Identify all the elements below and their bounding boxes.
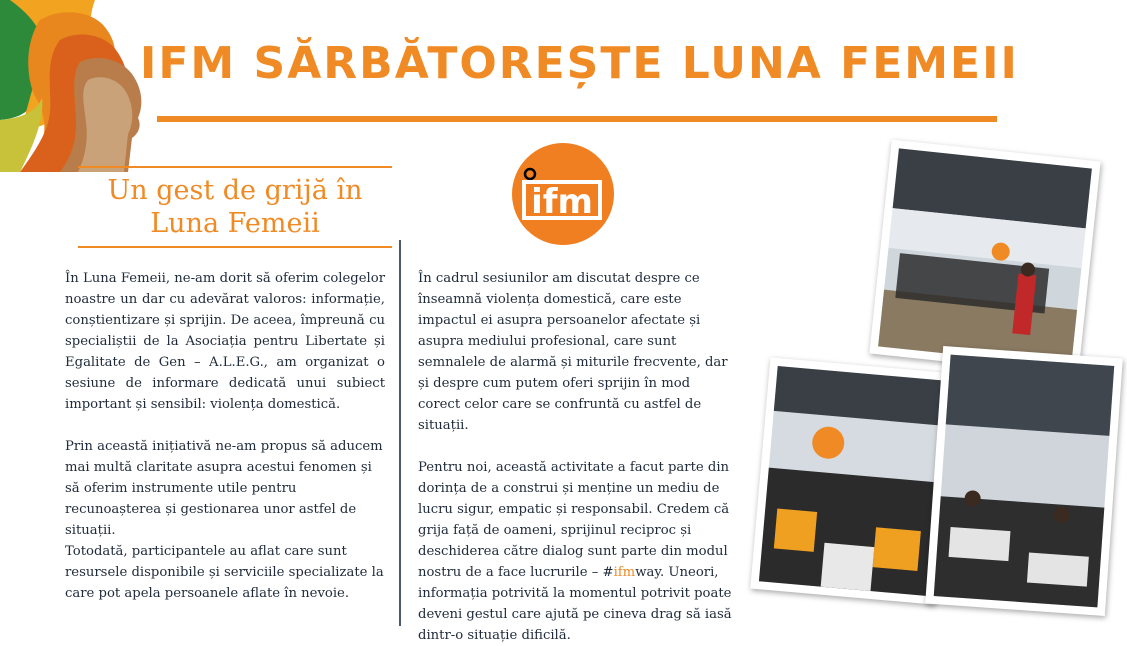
right-paragraph-2-end: way. Uneori, informația potrivită la momentul potrivit poate deveni gestul care ajută pe cineva drag să iasă dintr-o situație dificilă. [418,565,732,643]
ifm-logo-mark [512,143,614,245]
right-paragraph-2-text: Pentru noi, această activitate a facut parte din dorința de a construi și menține un mediu de lucru sigur, empatic și responsabil. Credem că grija față de oameni, sprijinul reciproc și deschiderea către dialog sunt parte din modul nostru de a face lucrurile – # [418,460,730,580]
right-column [418,268,736,646]
column-divider [399,240,401,626]
session-photo-3 [925,346,1123,616]
women-silhouettes-illustration [0,0,150,175]
ifm-hashtag-highlight: ifm [613,565,636,580]
right-paragraph-1: În cadrul sesiunilor am discutat despre ce înseamnă violența domestică, care este impactul ei asupra persoanelor afectate și asupra mediului profesional, care sunt semnalele de alarmă și miturile frecvente, dar și despre cum putem oferi sprijin în mod corect celor care se confruntă cu astfel de situații. [418,271,728,433]
ifm-logo-text: ifm [531,182,593,222]
right-paragraph-2 [418,457,736,646]
ifm-logo [512,143,614,245]
subtitle-line-1: Un gest de grijă în [107,175,363,206]
title-underline [157,116,997,122]
subtitle-rule-top [78,166,392,168]
page-title: IFM SĂRBĂTOREȘTE LUNA FEMEII [140,38,1019,89]
left-column [65,268,385,604]
left-paragraph-2: Prin această inițiativă ne-am propus să aducem mai multă claritate asupra acestui fenomen și să oferim instrumente utile pentru recunoașterea și gestionarea unor astfel de situații. [65,439,383,538]
session-photo-1 [869,140,1100,376]
section-subtitle [78,174,392,240]
subtitle-line-2: Luna Femeii [150,208,320,239]
subtitle-rule-bottom [78,246,392,248]
session-photo-2 [750,357,955,604]
left-paragraph-1: În Luna Femeii, ne-am dorit să oferim colegelor noastre un dar cu adevărat valoros: informație, conștientizare și sprijin. De aceea, împreună cu specialiștii de la Asociația pentru Libertate și Egalitate de Gen – A.L.E.G., am organizat o sesiune de informare dedicată unui subiect important și sensibil: violența domestică. [65,271,385,412]
left-paragraph-3: Totodată, participantele au aflat care sunt resursele disponibile și serviciile specializate la care pot apela persoanele aflate în nevoie. [65,544,384,601]
